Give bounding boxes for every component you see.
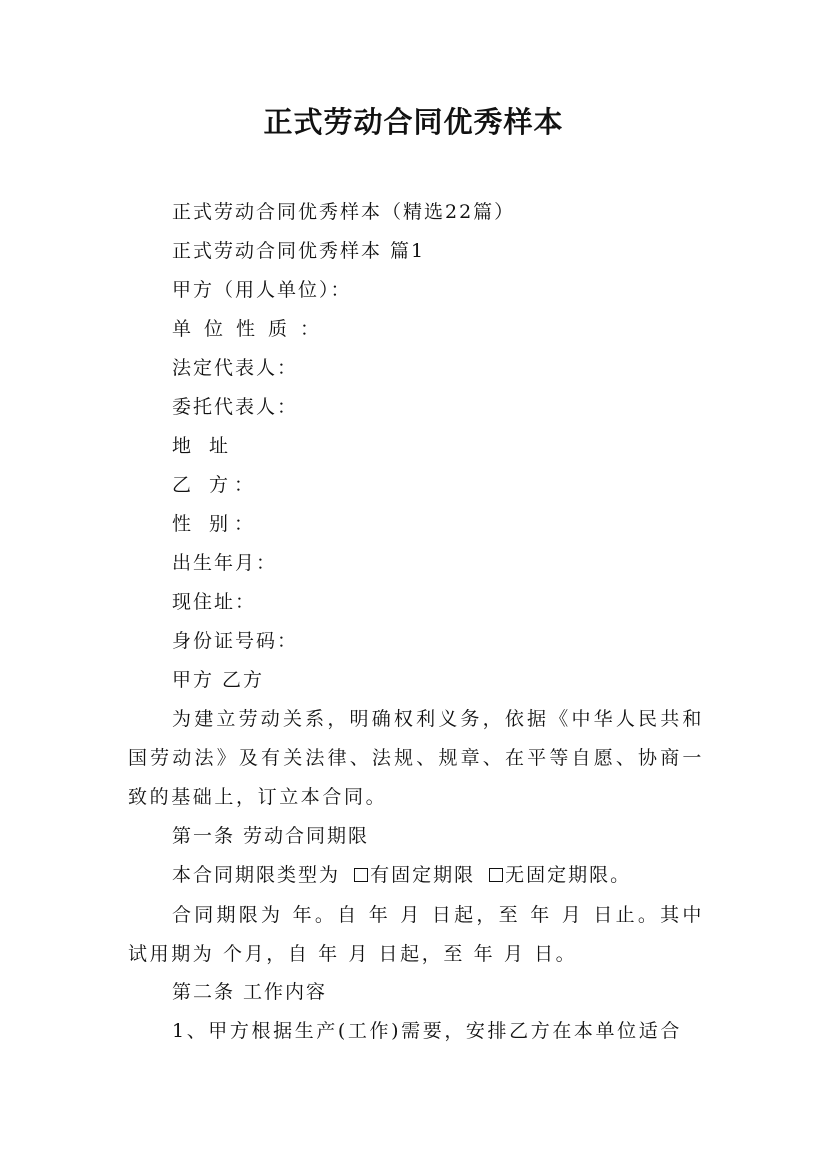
document-title: 正式劳动合同优秀样本 bbox=[263, 105, 564, 139]
article1-heading: 第一条 劳动合同期限 bbox=[172, 825, 370, 847]
address-label: 地 址 bbox=[172, 435, 235, 457]
party-b-label: 乙 方： bbox=[172, 474, 260, 496]
article2-heading: 第二条 工作内容 bbox=[172, 981, 328, 1003]
article-title: 正式劳动合同优秀样本 篇1 bbox=[172, 240, 426, 262]
intro-paragraph: 为建立劳动关系，明确权利义务，依据《中华人民共和国劳动法》及有关法律、法规、规章、在平等自愿、协商一致的基础上，订立本合同。 bbox=[128, 708, 704, 808]
collection-title: 正式劳动合同优秀样本（精选22篇） bbox=[172, 201, 516, 223]
term-type-label: 本合同期限类型为 bbox=[172, 864, 341, 886]
term-paragraph: 合同期限为 年。自 年 月 日起，至 年 月 日止。其中试用期为 个月，自 年 月 日起，至 年 月 日。 bbox=[128, 904, 704, 965]
legal-rep-label: 法定代表人： bbox=[172, 357, 299, 379]
term-type-line bbox=[172, 862, 631, 888]
work-paragraph: 1、甲方根据生产(工作)需要，安排乙方在本单位适合 bbox=[172, 1020, 682, 1042]
id-number-label: 身份证号码： bbox=[172, 630, 299, 652]
birth-label: 出生年月： bbox=[172, 552, 278, 574]
current-address-label: 现住址： bbox=[172, 591, 257, 613]
parties-line: 甲方 乙方 bbox=[172, 669, 265, 691]
entrusted-rep-label: 委托代表人： bbox=[172, 396, 299, 418]
unfixed-term-checkbox[interactable] bbox=[489, 868, 503, 882]
fixed-term-checkbox[interactable] bbox=[354, 868, 368, 882]
unfixed-term-label: 无固定期限。 bbox=[505, 864, 632, 886]
party-a-label: 甲方（用人单位）： bbox=[172, 279, 352, 301]
fixed-term-label: 有固定期限 bbox=[370, 864, 476, 886]
unit-nature-label: 单位性质： bbox=[172, 318, 333, 340]
gender-label: 性 别： bbox=[172, 513, 260, 535]
